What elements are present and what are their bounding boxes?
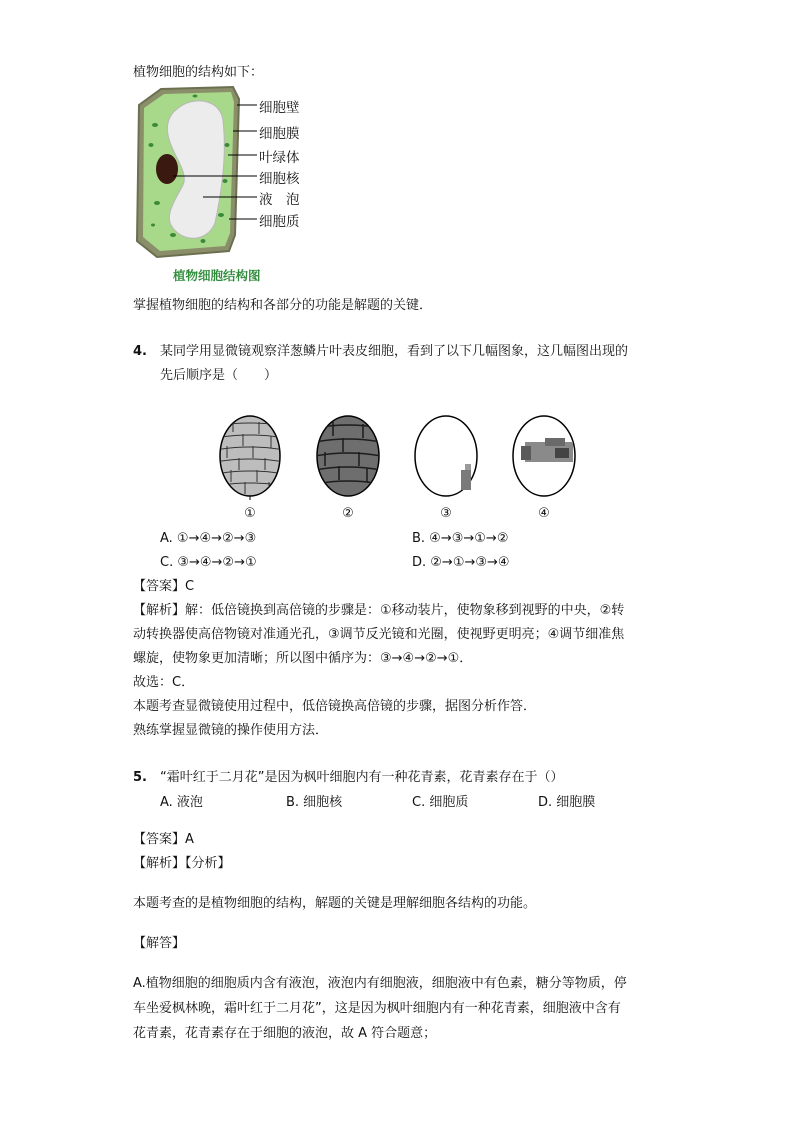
q4-option-c: C. ③→④→②→① <box>160 555 257 570</box>
q4-stem-line1: 某同学用显微镜观察洋葱鳞片叶表皮细胞，看到了以下几幅图象，这几幅图出现的 <box>160 344 629 359</box>
q5-option-d: D. 细胞膜 <box>538 795 596 810</box>
q5-analysis-head: 【解析】【分析】 <box>133 856 231 871</box>
q4-choose: 故选：C． <box>133 675 195 690</box>
q4-analysis-line3: 螺旋，使物象更加清晰；所以图中循序为：③→④→②→①． <box>133 651 473 666</box>
q4-option-a: A. ①→④→②→③ <box>160 531 257 546</box>
q5-option-a: A. 液泡 <box>160 795 203 810</box>
q4-analysis-line1: 【解析】解：低倍镜换到高倍镜的步骤是：①移动装片，使物象移到视野的中央，②转 <box>133 603 625 618</box>
key-point-text: 掌握植物细胞的结构和各部分的功能是解题的关键． <box>133 298 433 313</box>
label-nucleus: 细胞核 <box>259 171 300 187</box>
q4-answer: 【答案】C <box>133 579 195 594</box>
q5-stem: “霜叶红于二月花”是因为枫叶细胞内有一种花青素，花青素存在于（） <box>160 770 564 785</box>
q4-option-d: D. ②→①→③→④ <box>412 555 510 570</box>
label-chloroplast: 叶绿体 <box>259 150 300 166</box>
q5-analysis-text: 本题考查的是植物细胞的结构，解题的关键是理解细胞各结构的功能。 <box>133 896 537 911</box>
microscope-views <box>215 412 595 512</box>
q5-number: 5. <box>133 770 147 785</box>
view-1-image <box>215 416 285 500</box>
q4-stem-line2: 先后顺序是（ ） <box>160 368 278 383</box>
q5-option-c: C. 细胞质 <box>412 795 469 810</box>
view-2-image <box>315 416 381 496</box>
q4-note2: 熟练掌握显微镜的操作使用方法． <box>133 723 329 738</box>
view-3-image <box>415 416 477 496</box>
figure-label-3: ③ <box>440 506 452 521</box>
figure-label-4: ④ <box>538 506 550 521</box>
q4-number: 4. <box>133 344 147 359</box>
label-cell-wall: 细胞壁 <box>259 100 300 116</box>
diagram-caption: 植物细胞结构图 <box>173 268 261 283</box>
q4-option-b: B. ④→③→①→② <box>412 531 509 546</box>
plant-cell-diagram <box>133 85 313 290</box>
q5-answer: 【答案】A <box>133 832 194 847</box>
figure-label-2: ② <box>342 506 354 521</box>
figure-label-1: ① <box>244 506 256 521</box>
q4-figures <box>215 412 595 521</box>
view-4-image <box>513 416 575 496</box>
label-cell-membrane: 细胞膜 <box>259 126 300 142</box>
q5-option-b: B. 细胞核 <box>286 795 343 810</box>
q4-note1: 本题考查显微镜使用过程中，低倍镜换高倍镜的步骤，据图分析作答． <box>133 699 537 714</box>
section-heading: 植物细胞的结构如下： <box>133 65 264 80</box>
q5-solve-line1: A.植物细胞的细胞质内含有液泡，液泡内有细胞液，细胞液中有色素，糖分等物质，停 <box>133 976 627 991</box>
q5-solve-head: 【解答】 <box>133 936 186 951</box>
q4-analysis-line2: 动转换器使高倍物镜对准通光孔，③调节反光镜和光圈，使视野更明亮；④调节细准焦 <box>133 627 625 642</box>
label-cytoplasm: 细胞质 <box>259 214 300 230</box>
q5-solve-line3: 花青素，花青素存在于细胞的液泡，故 A 符合题意； <box>133 1026 437 1041</box>
q5-solve-line2: 车坐爱枫林晚，霜叶红于二月花”，这是因为枫叶细胞内有一种花青素，细胞液中含有 <box>133 1001 621 1016</box>
label-vacuole: 液 泡 <box>259 192 300 208</box>
